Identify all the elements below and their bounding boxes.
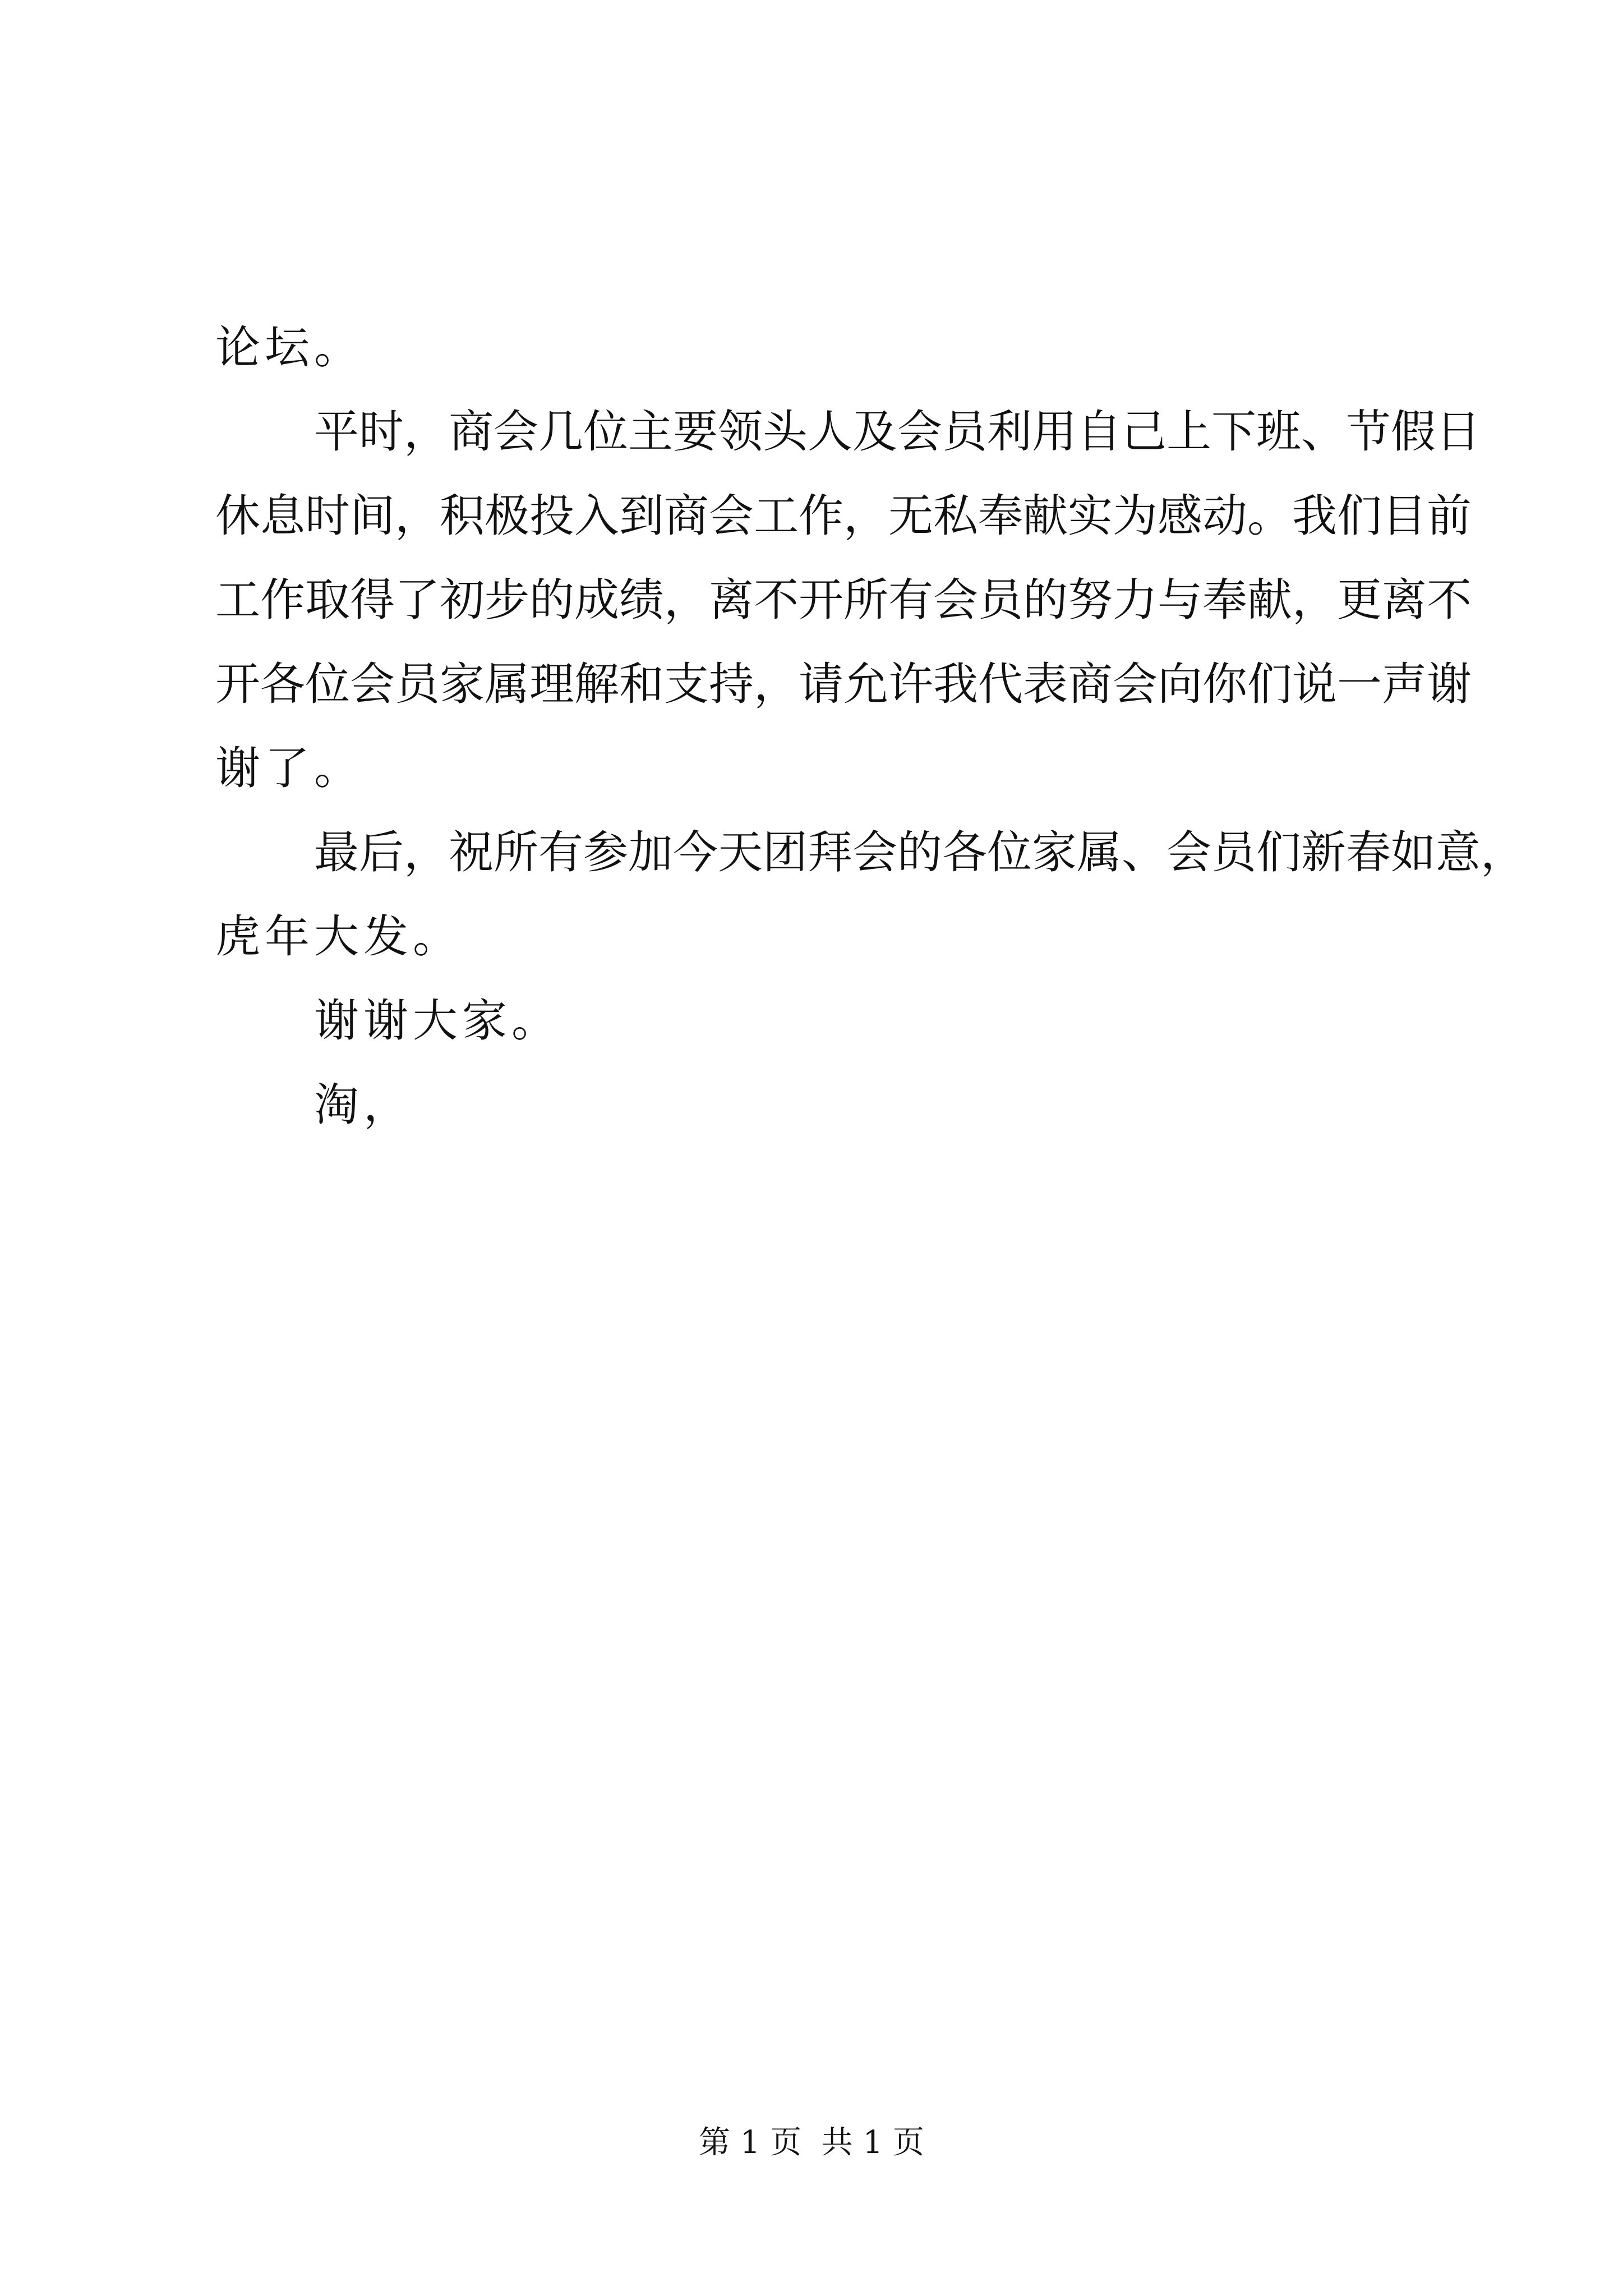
paragraph-line: 淘， [314, 1079, 413, 1131]
text-line: 论坛。 [215, 321, 363, 374]
paragraph-line: 虎年大发。 [215, 910, 462, 963]
paragraph-line: 休息时间，积极投入到商会工作，无私奉献实为感动。我们目前 [215, 490, 1472, 542]
paragraph-line: 谢了。 [215, 742, 363, 794]
paragraph-line: 开各位会员家属理解和支持，请允许我代表商会向你们说一声谢 [215, 658, 1472, 710]
paragraph-line: 最后，祝所有参加今天团拜会的各位家属、会员们新春如意， [314, 826, 1525, 878]
paragraph-line: 谢谢大家。 [314, 995, 561, 1047]
page-number-footer: 第 1 页 共 1 页 [698, 2124, 925, 2161]
paragraph-line: 平时，商会几位主要领头人及会员利用自己上下班、节假日 [314, 406, 1481, 458]
paragraph-line: 工作取得了初步的成绩，离不开所有会员的努力与奉献，更离不 [215, 574, 1472, 626]
